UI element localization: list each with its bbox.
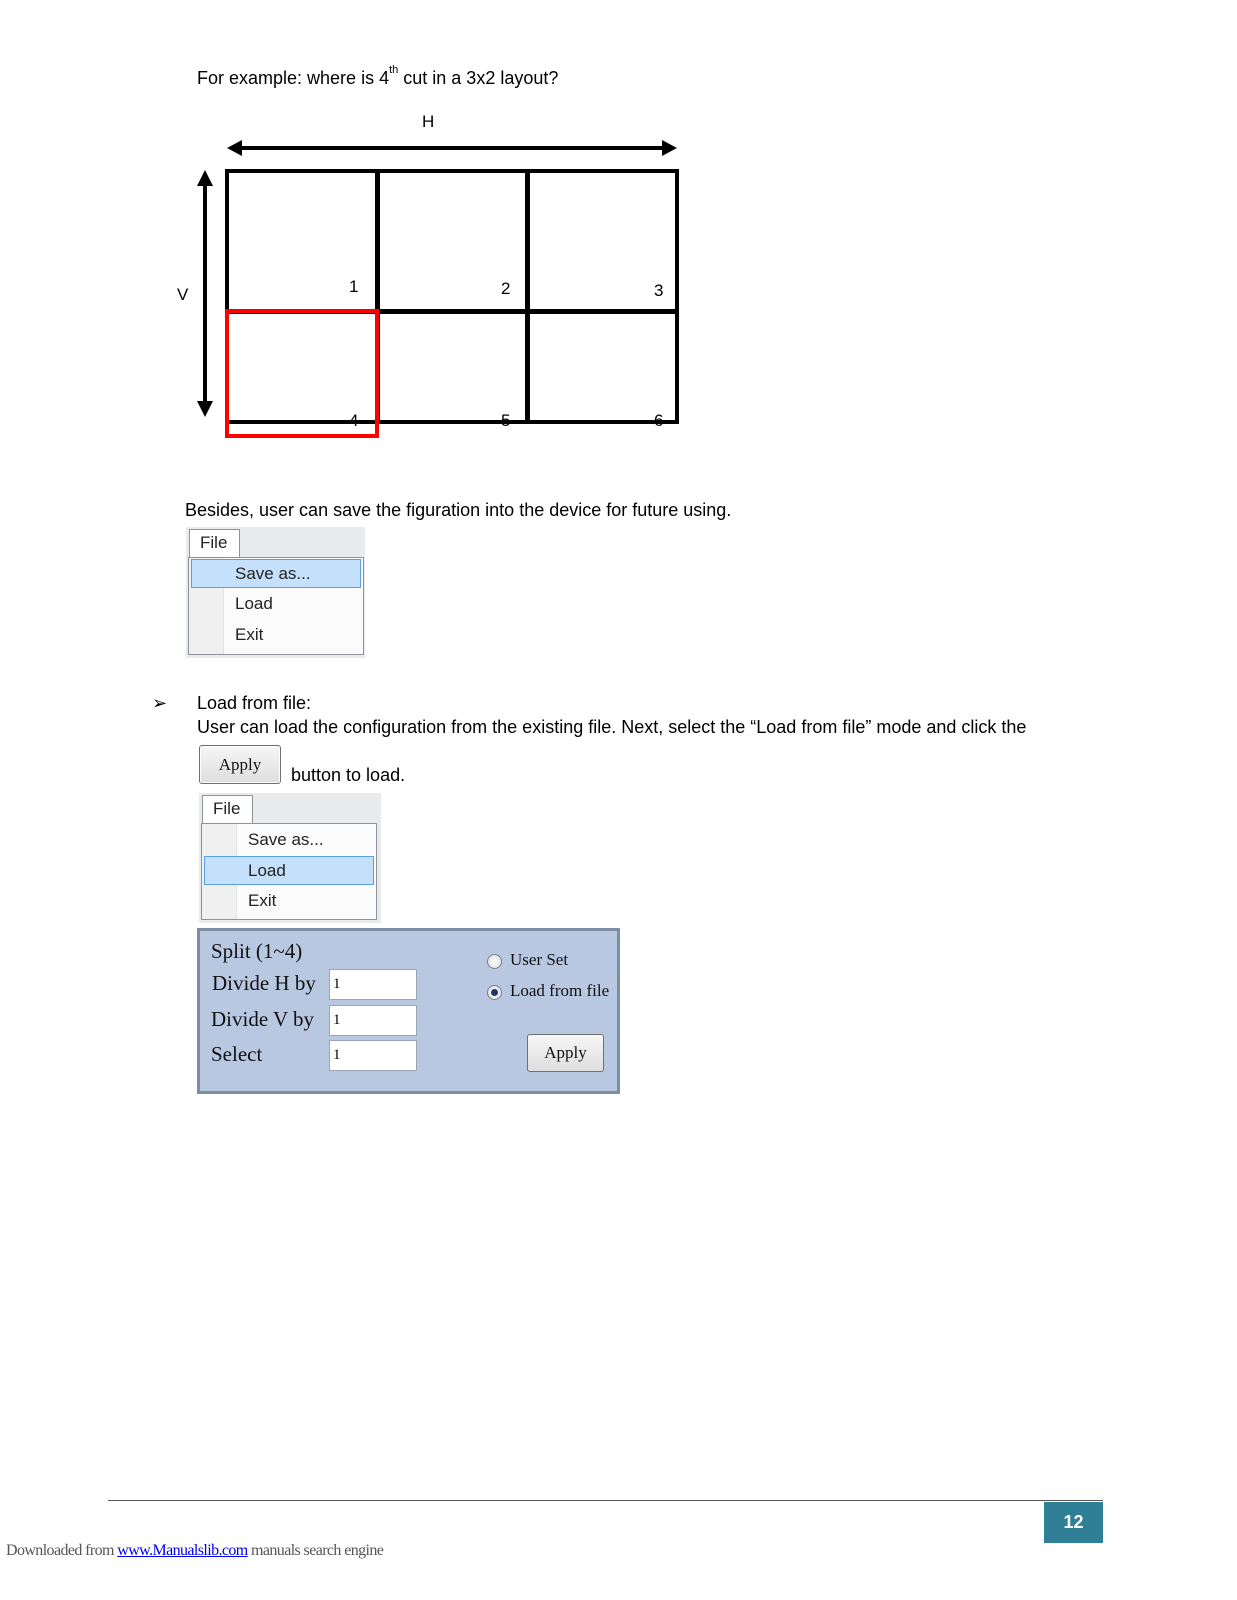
menu-item-exit[interactable]: Exit: [248, 891, 277, 910]
bullet-line-1: User can load the configuration from the existing file. Next, select the “Load from file” mode and click the: [197, 717, 1027, 737]
download-credit: [6, 1542, 383, 1560]
divide-v-label: Divide V by: [211, 1007, 315, 1031]
besides-text: Besides, user can save the figuration into the device for future using.: [185, 500, 732, 520]
menu-item-save-as[interactable]: Save as...: [191, 559, 361, 588]
menu-item-load[interactable]: Load: [204, 856, 374, 885]
file-menu-save: [186, 527, 365, 658]
cell-number-3: 3: [654, 281, 664, 300]
file-menu-tab[interactable]: File: [189, 529, 240, 558]
apply-button[interactable]: Apply: [527, 1034, 604, 1072]
radio-user-set-label: User Set: [510, 950, 569, 969]
cell-number-4: 4: [349, 411, 359, 430]
bullet-line-2: button to load.: [291, 765, 406, 785]
h-label: H: [422, 112, 435, 131]
select-input[interactable]: 1: [329, 1040, 417, 1071]
menu-item-load[interactable]: Load: [235, 594, 273, 613]
cell-number-6: 6: [654, 411, 664, 430]
example-text: For example: where is 4: [197, 68, 390, 88]
cell-number-1: 1: [349, 277, 359, 296]
download-suffix: manuals search engine: [247, 1542, 384, 1559]
menu-item-save-as[interactable]: Save as...: [248, 830, 324, 849]
manualslib-link[interactable]: www.Manualslib.com: [117, 1542, 248, 1559]
cell-number-5: 5: [501, 411, 511, 430]
divide-h-label: Divide H by: [212, 971, 316, 995]
divide-v-input[interactable]: 1: [329, 1005, 417, 1036]
menu-item-exit[interactable]: Exit: [235, 625, 264, 644]
file-menu-dropdown: [201, 823, 377, 920]
select-label: Select: [211, 1042, 263, 1066]
file-menu-tab[interactable]: File: [202, 795, 253, 824]
page-number: 12: [1044, 1502, 1103, 1543]
bullet-title: Load from file:: [197, 693, 312, 713]
footer-divider: [108, 1500, 1103, 1501]
example-superscript: th: [389, 64, 399, 76]
example-text-end: cut in a 3x2 layout?: [398, 68, 559, 88]
split-title: Split (1~4): [211, 939, 303, 963]
v-label: V: [177, 285, 189, 304]
bullet-marker: ➢: [152, 693, 168, 713]
h-arrow-left-head: [227, 140, 242, 156]
download-prefix: Downloaded from: [6, 1542, 118, 1559]
file-menu-load: [199, 793, 381, 923]
grid-cell-6: [525, 309, 679, 424]
cell-number-2: 2: [501, 279, 511, 298]
radio-selected-dot: [491, 989, 498, 996]
split-panel: [197, 928, 620, 1094]
radio-load-from-file-label: Load from file: [510, 981, 610, 1000]
apply-button-inline[interactable]: Apply: [199, 745, 281, 784]
radio-user-set[interactable]: [487, 954, 502, 969]
grid-cell-5: [375, 309, 530, 424]
v-arrow-bottom-head: [197, 401, 213, 417]
radio-load-from-file[interactable]: [487, 985, 502, 1000]
divide-h-input[interactable]: 1: [329, 969, 417, 1000]
h-arrow-right-head: [662, 140, 677, 156]
v-arrow-top-head: [197, 170, 213, 186]
file-menu-dropdown: [188, 557, 364, 655]
